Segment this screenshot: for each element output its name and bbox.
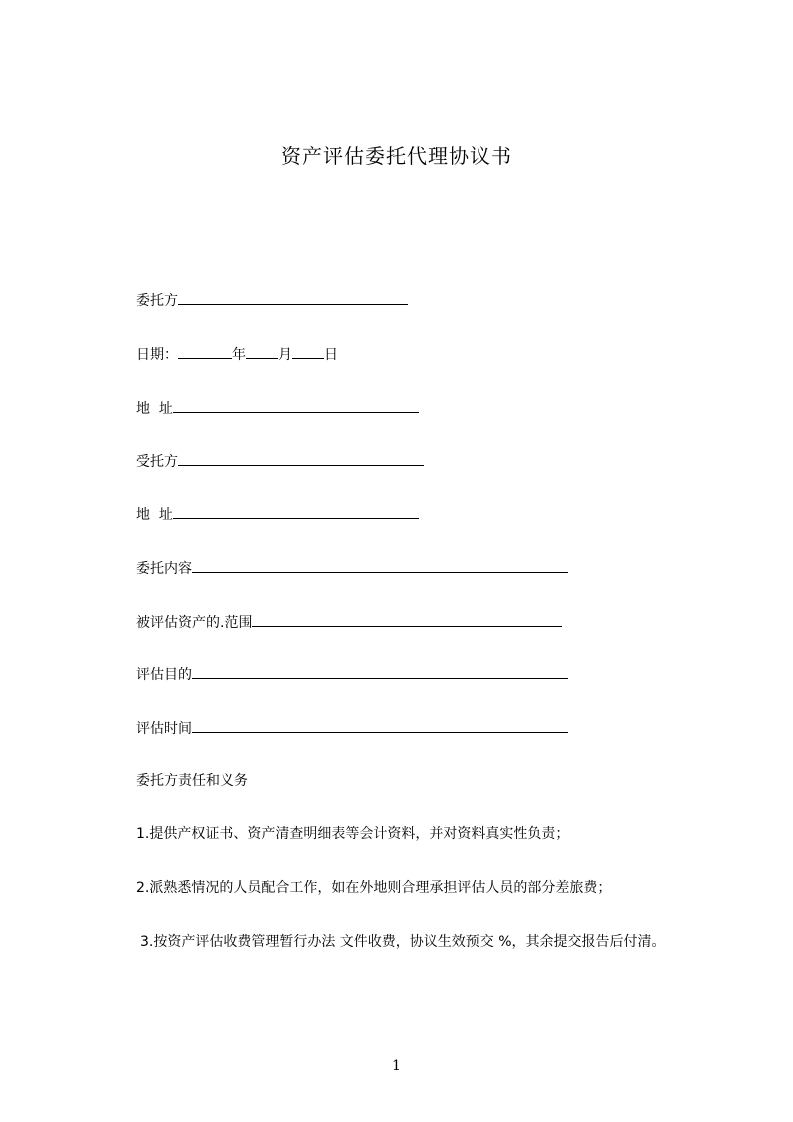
duties-heading: 委托方责任和义务 bbox=[136, 773, 248, 789]
agent-label: 受托方 bbox=[136, 454, 178, 470]
month-blank[interactable] bbox=[246, 344, 278, 359]
time-blank[interactable] bbox=[192, 718, 568, 733]
document-title: 资产评估委托代理协议书 bbox=[281, 144, 512, 168]
content-blank[interactable] bbox=[192, 558, 568, 573]
day-label: 日 bbox=[324, 347, 338, 363]
year-blank[interactable] bbox=[178, 344, 232, 359]
purpose-field bbox=[136, 664, 568, 685]
address2-field bbox=[136, 504, 419, 525]
year-label: 年 bbox=[232, 347, 246, 363]
month-label: 月 bbox=[278, 347, 292, 363]
address1-label: 地 址 bbox=[136, 401, 173, 417]
time-field bbox=[136, 718, 568, 739]
scope-label: 被评估资产的.范围 bbox=[136, 615, 253, 631]
address2-label: 地 址 bbox=[136, 507, 173, 523]
address2-blank[interactable] bbox=[173, 504, 419, 519]
agent-field bbox=[136, 451, 424, 472]
scope-blank[interactable] bbox=[252, 612, 562, 627]
purpose-label: 评估目的 bbox=[136, 667, 192, 683]
day-blank[interactable] bbox=[292, 344, 324, 359]
purpose-blank[interactable] bbox=[192, 664, 568, 679]
principal-blank[interactable] bbox=[178, 290, 408, 305]
duty-item-1: 1.提供产权证书、资产清查明细表等会计资料，并对资料真实性负责； bbox=[136, 826, 570, 842]
time-label: 评估时间 bbox=[136, 721, 192, 737]
content-label: 委托内容 bbox=[136, 561, 192, 577]
address1-field bbox=[136, 398, 419, 419]
address1-blank[interactable] bbox=[173, 398, 419, 413]
scope-field bbox=[136, 612, 562, 633]
content-field bbox=[136, 558, 568, 579]
duty-item-2: 2.派熟悉情况的人员配合工作，如在外地则合理承担评估人员的部分差旅费； bbox=[136, 880, 612, 896]
agent-blank[interactable] bbox=[178, 451, 424, 466]
principal-label: 委托方 bbox=[136, 293, 178, 309]
date-field bbox=[136, 344, 338, 365]
principal-field bbox=[136, 290, 408, 311]
date-label: 日期： bbox=[136, 347, 178, 363]
page-number: 1 bbox=[392, 1058, 401, 1074]
duty-item-3: 3.按资产评估收费管理暂行办法 文件收费，协议生效预交 %，其余提交报告后付清。 bbox=[140, 934, 666, 950]
